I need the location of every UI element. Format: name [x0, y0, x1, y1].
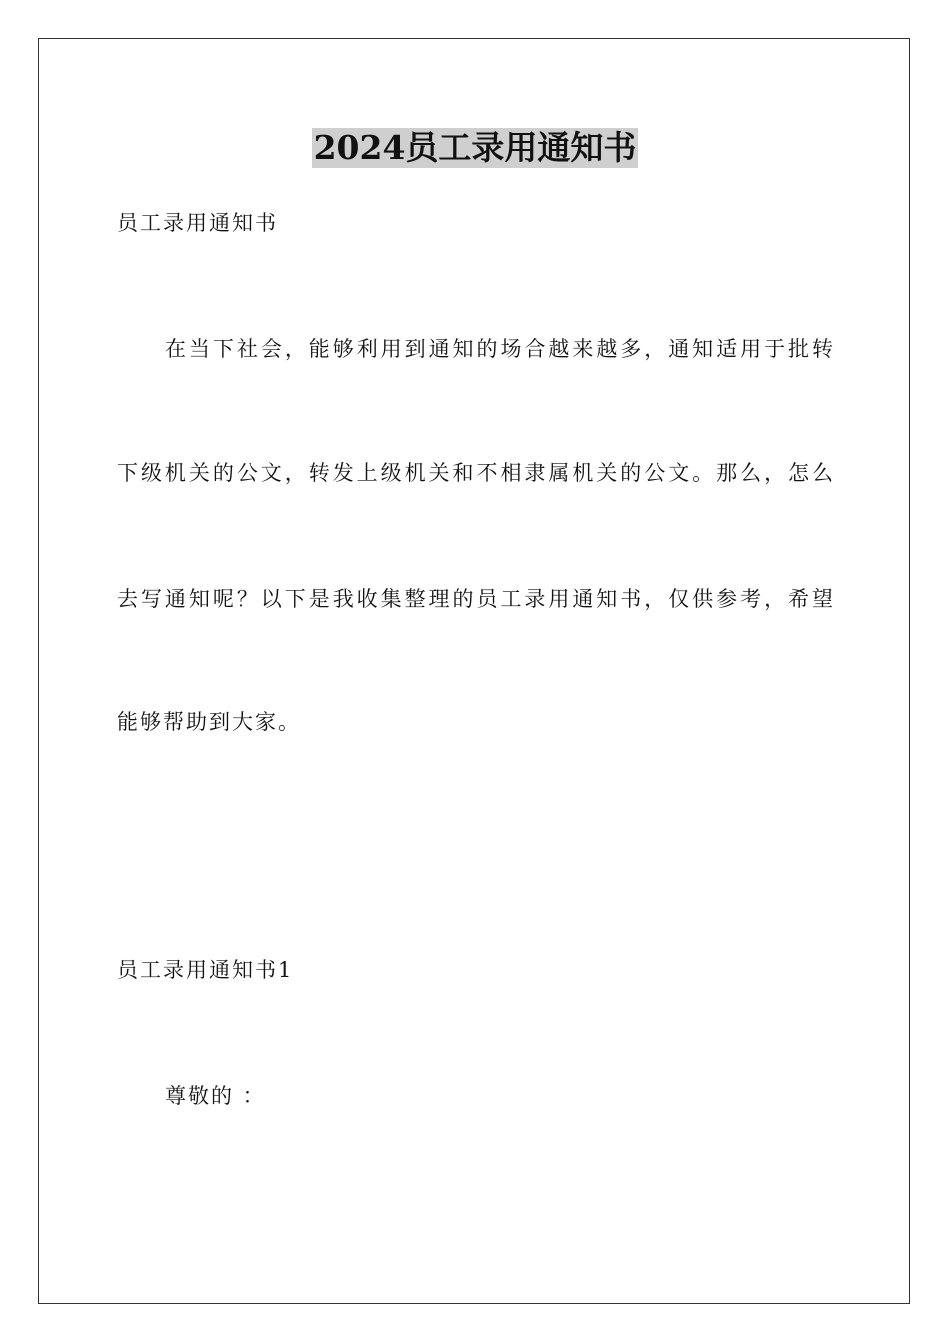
section-heading: 员工录用通知书1 — [117, 958, 294, 982]
intro-paragraph-line-4: 能够帮助到大家。 — [117, 710, 301, 734]
salutation: 尊敬的 ： — [165, 1084, 266, 1108]
document-subtitle: 员工录用通知书 — [117, 211, 278, 235]
intro-paragraph-line-2: 下级机关的公文，转发上级机关和不相隶属机关的公文。那么，怎么 — [117, 461, 833, 485]
intro-paragraph-line-3: 去写通知呢？以下是我收集整理的员工录用通知书，仅供参考，希望 — [117, 587, 833, 611]
title-container — [0, 128, 950, 168]
document-title: 2024员工录用通知书 — [313, 128, 637, 167]
intro-paragraph-line-1: 在当下社会，能够利用到通知的场合越来越多，通知适用于批转 — [165, 337, 833, 361]
